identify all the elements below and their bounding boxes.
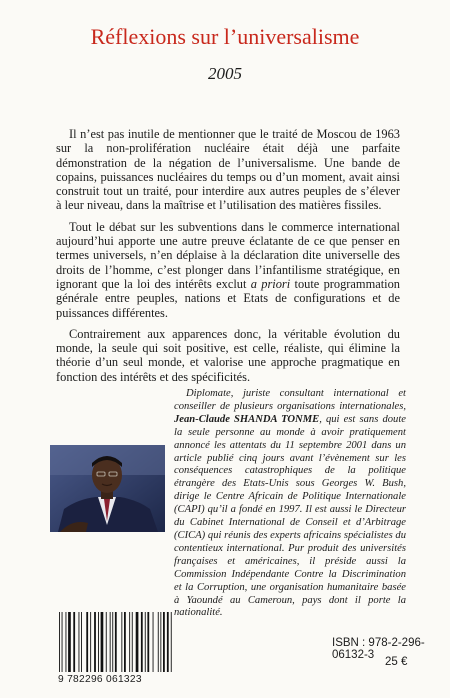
- paragraph-2-end: toute programmation générale entre peuples, nations et Etats de configurations et de puissances différentes.: [56, 276, 400, 320]
- paragraph-2: [56, 220, 400, 320]
- price: 25 €: [385, 656, 408, 668]
- paragraph-3: Contrairement aux apparences donc, la véritable évolution du monde, la seule qui soit positive, est celle, réaliste, qui élimine la théorie d’un seul monde, et valorise une approche pragmatique en fonction des intérêts et des spécificités.: [56, 326, 400, 384]
- book-title: Réflexions sur l’universalisme: [90, 24, 360, 49]
- author-biography: [174, 388, 406, 620]
- author-photo: [50, 445, 165, 532]
- back-cover-text: [56, 127, 400, 391]
- paragraph-2-start: Tout le débat sur les subventions dans le commerce international aujourd’hui apporte une autre preuve éclatante de ce que penser en termes universels, n’en déplaise à la déclaration dite universelle des droits de l’homme, c’est plonger dans l’infantilisme stratégique, en ignorant que la loi des intérêts exclut: [56, 219, 400, 291]
- barcode-icon: [57, 612, 177, 672]
- isbn: ISBN : 978-2-296-06132-3: [332, 637, 425, 661]
- barcode-number: 9 782296 061323: [58, 674, 142, 685]
- bio-rest: , qui est sans doute la seule personne au monde à avoir pratiquement annoncé les attentats du 11 septembre 2001 dans un article publié cinq jours avant l’évènement sur les conséquences catastrophiques de la politique étrangère des Etats-Unis sous Georges W. Bush, dirige le Centre Africain de Politique Internationale (CAPI) qu’il a fondé en 1997. Il est aussi le Directeur du Cabinet International de Conseil et d’Arbitrage (CICA) qui réunis des experts africains spécialistes du contentieux international. Pur produit des universités françaises et américaines, il préside aussi la Commission Indépendante Contre la Discrimination et la Corruption, une organisation humanitaire basée à Yaoundé au Cameroun, pays dont il porte la nationalité.: [174, 413, 406, 619]
- paragraph-1: Il n’est pas inutile de mentionner que le traité de Moscou de 1963 sur la non-prolifération nucléaire était déjà une parfaite démonstration de la négation de l’universalisme. Une bande de copains, puissances nucléaires du temps ou d’un moment, avait ainsi construit tout un traité, pour interdire aux autres peuples de s’élever à leur niveau, dans la maîtrise et l’utilisation des matières fissiles.: [56, 127, 400, 213]
- paragraph-2-italic: a priori: [250, 276, 291, 291]
- bio-intro: Diplomate, juriste consultant international et conseiller de plusieurs organisations internationales,: [174, 388, 406, 412]
- author-portrait-icon: [50, 445, 165, 532]
- publication-year: 2005: [208, 64, 242, 83]
- author-name: Jean-Claude SHANDA TONME: [174, 413, 320, 425]
